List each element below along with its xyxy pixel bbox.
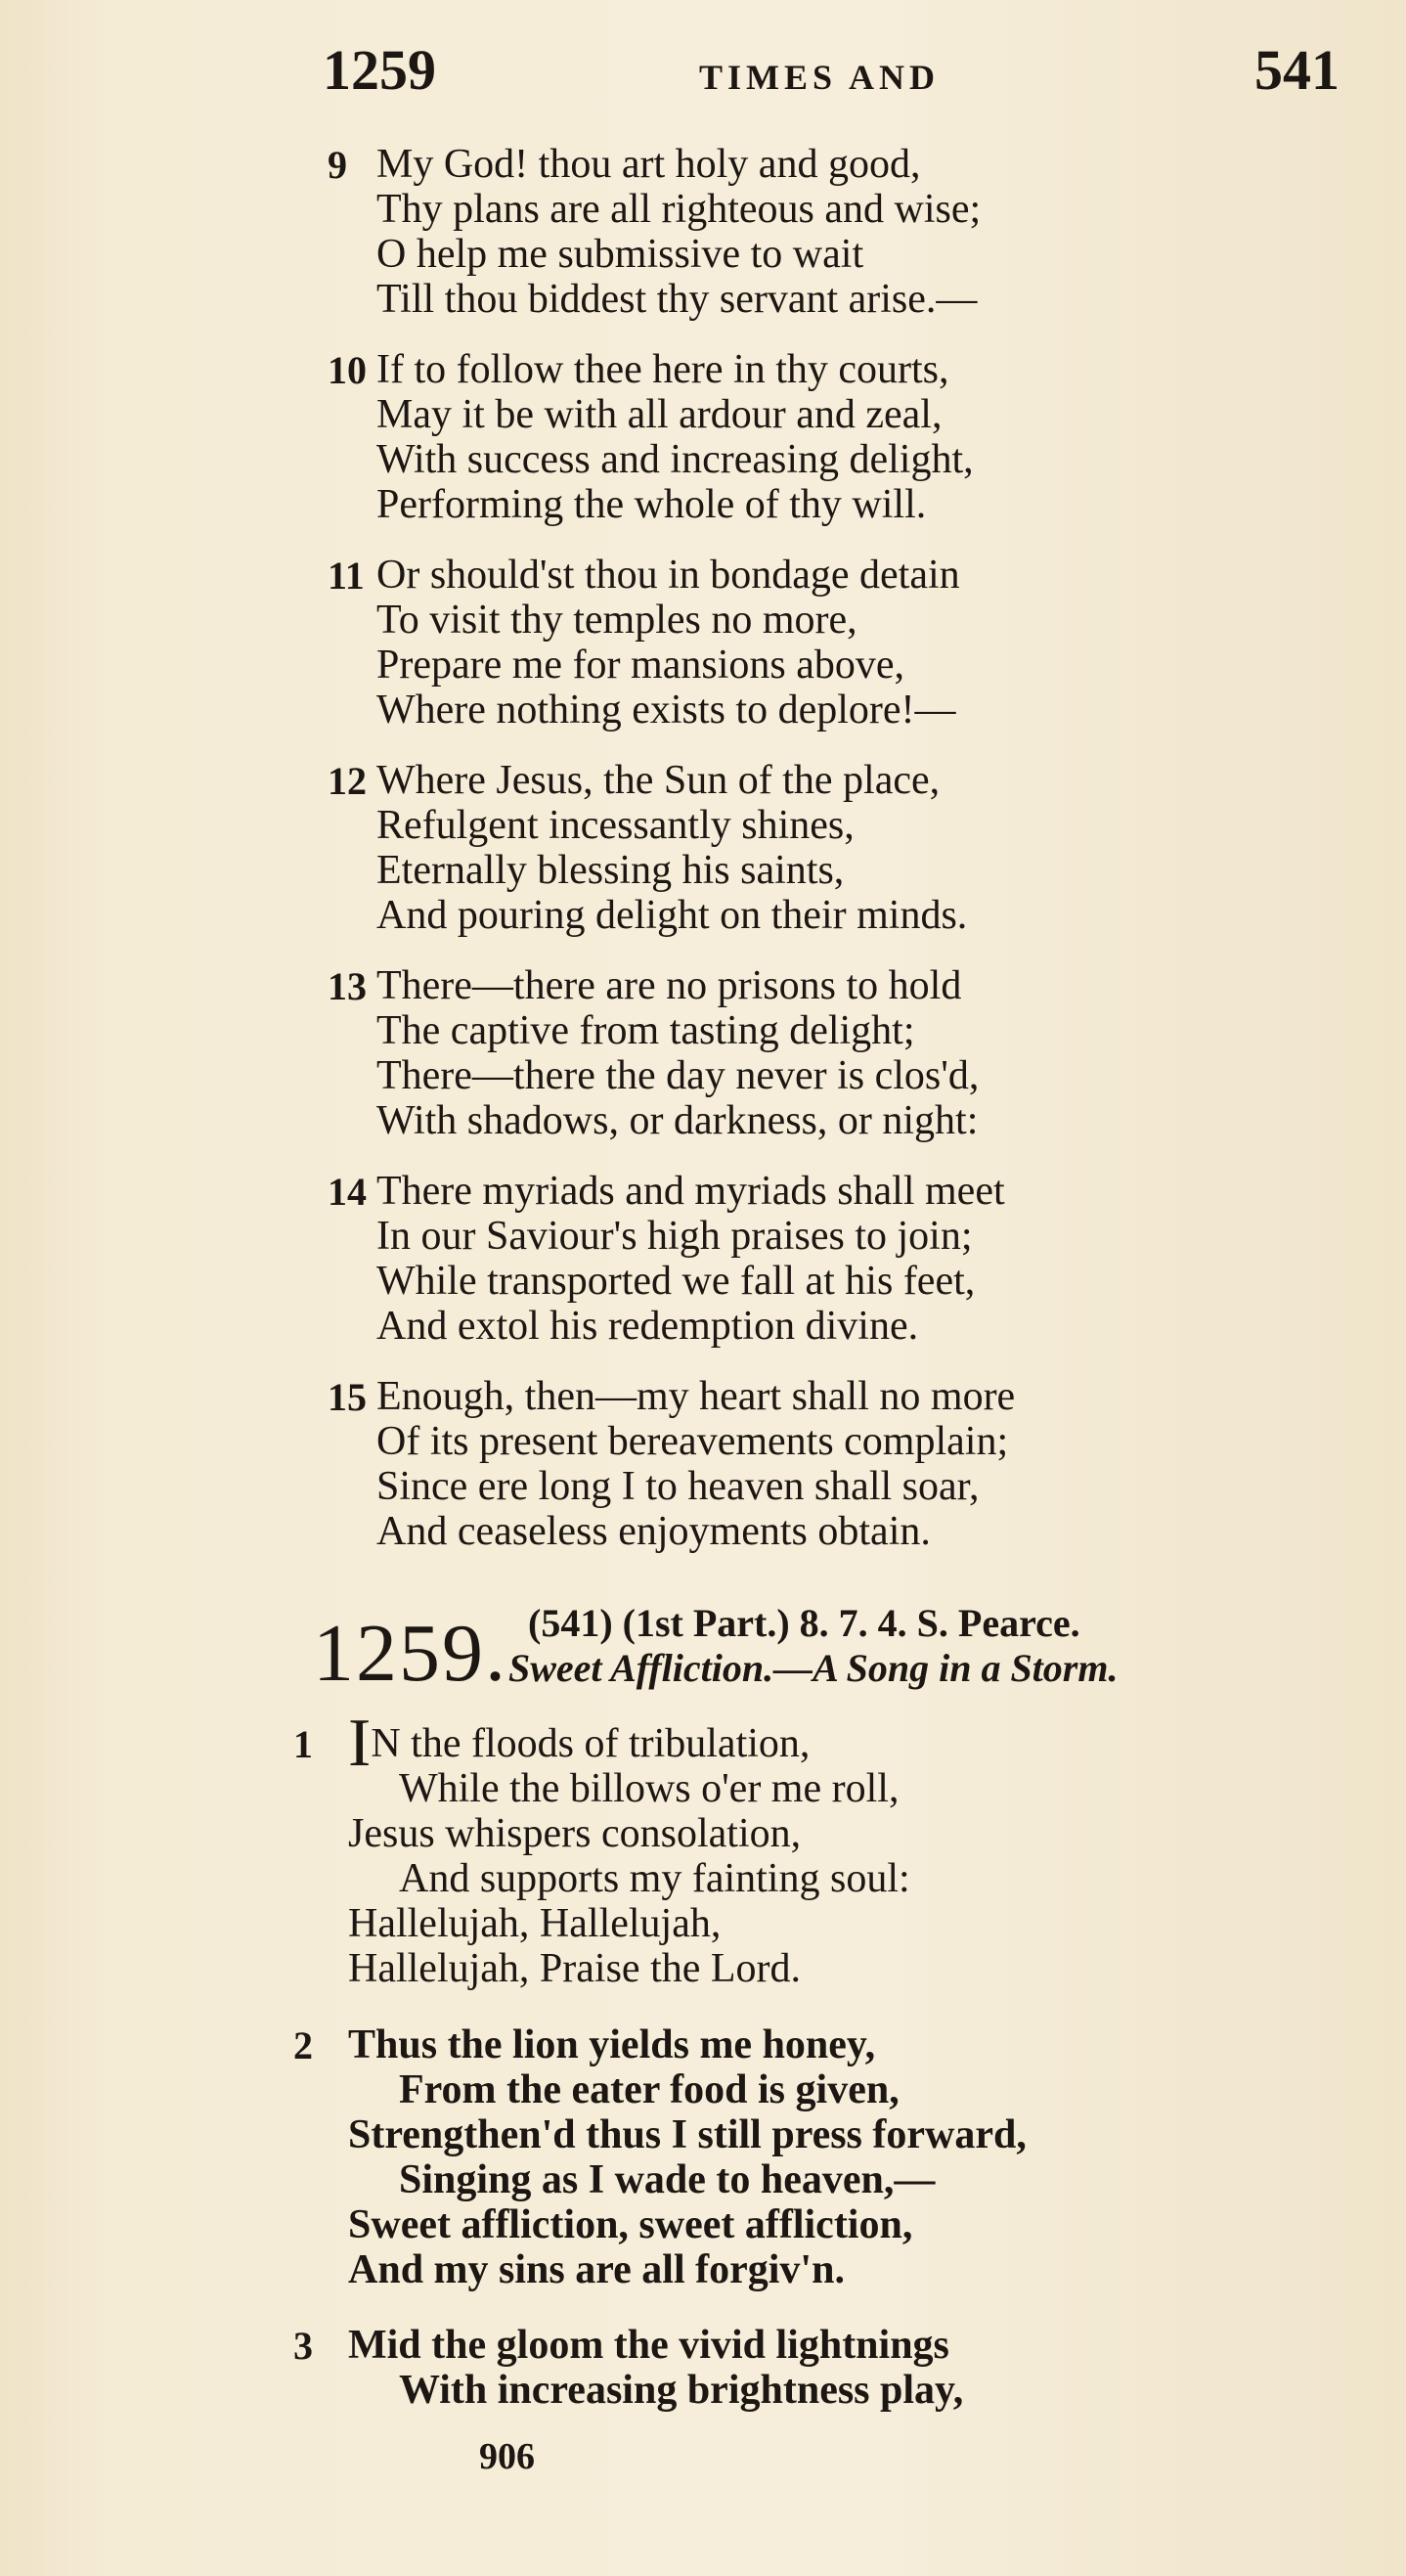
verse-line: Sweet affliction, sweet affliction, (348, 2202, 913, 2247)
verse-line: My God! thou art holy and good, (376, 142, 921, 187)
verse-line: If to follow thee here in thy courts, (376, 347, 949, 392)
verse-line: Performing the whole of thy will. (376, 482, 927, 527)
verse-line: Since ere long I to heaven shall soar, (376, 1464, 980, 1509)
running-title: TIMES AND (699, 58, 941, 97)
verse-line: With increasing brightness play, (399, 2368, 964, 2413)
verse-line: With shadows, or darkness, or night: (376, 1098, 979, 1143)
verse-number: 11 (328, 554, 365, 598)
verse-line: In our Saviour's high praises to join; (376, 1214, 973, 1259)
verse-line: N the floods of tribulation, (371, 1721, 811, 1766)
verse-line: While the billows o'er me roll, (399, 1766, 900, 1811)
verse-number: 10 (328, 348, 367, 392)
verse-number: 2 (293, 2023, 313, 2067)
hymn-meta: (541) (1st Part.) 8. 7. 4. S. Pearce. (528, 1601, 1080, 1645)
verse-number: 1 (293, 1722, 313, 1766)
verse-line: Singing as I wade to heaven,— (399, 2157, 936, 2202)
hymn-title: Sweet Affliction.—A Song in a Storm. (508, 1646, 1119, 1690)
verse-line: While transported we fall at his feet, (376, 1259, 976, 1304)
signature-mark: 906 (479, 2436, 535, 2477)
verse-line: Prepare me for mansions above, (376, 643, 904, 688)
verse-line: And extol his redemption divine. (376, 1304, 919, 1349)
verse-line: Hallelujah, Praise the Lord. (348, 1946, 802, 1991)
verse-line: Refulgent incessantly shines, (376, 803, 855, 848)
verse-line: Where Jesus, the Sun of the place, (376, 758, 941, 803)
verse-line: To visit thy temples no more, (376, 598, 857, 643)
hymn-number: 1259. (313, 1608, 507, 1699)
verse-line: Eternally blessing his saints, (376, 848, 845, 893)
verse-number: 9 (328, 143, 347, 187)
page-header (323, 37, 1340, 115)
verse-line: And ceaseless enjoyments obtain. (376, 1509, 931, 1554)
verse-line: Thus the lion yields me honey, (348, 2022, 876, 2067)
verse-line: From the eater food is given, (399, 2067, 900, 2112)
verse-line: With success and increasing delight, (376, 437, 974, 482)
verse-number: 13 (328, 964, 367, 1008)
verse-line: Hallelujah, Hallelujah, (348, 1901, 722, 1946)
verse-line: And pouring delight on their minds. (376, 893, 968, 938)
verse-line: And my sins are all forgiv'n. (348, 2247, 845, 2292)
verse-line: And supports my fainting soul: (399, 1856, 910, 1901)
verse-line: Strengthen'd thus I still press forward, (348, 2112, 1027, 2157)
hymn-heading (313, 1596, 1369, 1704)
verse-number: 3 (293, 2324, 313, 2368)
verse-line: Of its present bereavements complain; (376, 1419, 1009, 1464)
verse-number: 15 (328, 1375, 367, 1419)
verse-line: Or should'st thou in bondage detain (376, 553, 960, 598)
verse-number: 14 (328, 1170, 367, 1214)
verse-line: May it be with all ardour and zeal, (376, 392, 943, 437)
verse-line: O help me submissive to wait (376, 232, 864, 277)
verse-line: Enough, then—my heart shall no more (376, 1374, 1016, 1419)
drop-cap: I (348, 1706, 372, 1781)
verse-line: Thy plans are all righteous and wise; (376, 187, 982, 232)
verse-line: Where nothing exists to deplore!— (376, 688, 956, 733)
verse-line: Mid the gloom the vivid lightnings (348, 2323, 949, 2368)
verse-line: There—there are no prisons to hold (376, 963, 962, 1008)
verse-line: There—there the day never is clos'd, (376, 1053, 980, 1098)
header-hymn-number: 1259 (323, 38, 436, 102)
verse-line: Till thou biddest thy servant arise.— (376, 277, 978, 322)
verse-line: Jesus whispers consolation, (348, 1811, 802, 1856)
verse-line: The captive from tasting delight; (376, 1008, 915, 1053)
verse-line: There myriads and myriads shall meet (376, 1169, 1005, 1214)
page-number: 541 (1254, 38, 1340, 102)
verse-number: 12 (328, 759, 367, 803)
